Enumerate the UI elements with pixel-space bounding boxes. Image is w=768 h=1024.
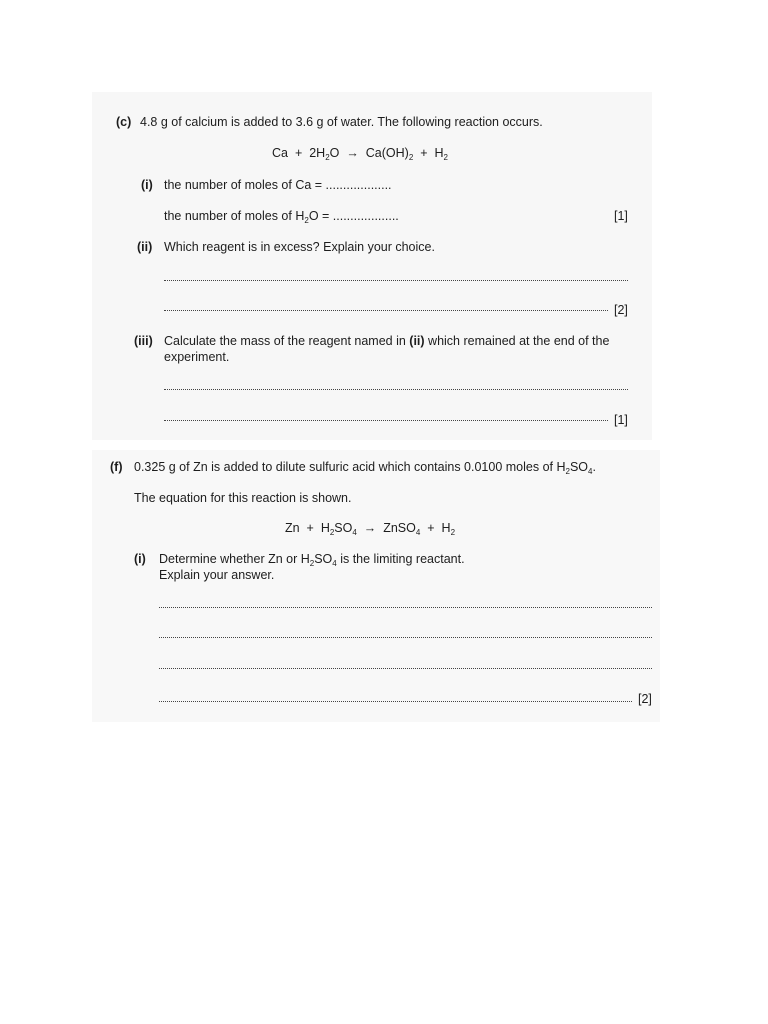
answer-line-f-i-3[interactable] <box>159 664 652 669</box>
part-f-i-question: Determine whether Zn or $H_2SO_4$ is the limiting reactant. <box>159 552 465 568</box>
part-f-i-question-line2: Explain your answer. <box>159 568 275 582</box>
marks-c-iii: [1] <box>614 413 628 427</box>
moles-ca-answer-line[interactable]: the number of moles of Ca = ................... <box>164 178 392 192</box>
part-c-ii-label: (ii) <box>137 240 153 254</box>
part-c-intro: 4.8 g of calcium is added to 3.6 g of water. The following reaction occurs. <box>140 115 543 129</box>
answer-line-f-i-4[interactable] <box>159 697 632 702</box>
answer-line-c-ii-1[interactable] <box>164 276 628 281</box>
moles-water-answer-line[interactable]: the number of moles of $H_2O$ = ................... <box>164 209 399 225</box>
reaction-equation-f: $Zn + H_2SO_4$ → ZnSO$_4$ + $H_2$ <box>285 521 456 537</box>
part-c-iii-question: Calculate the mass of the reagent named in (ii) which remained at the end of the <box>164 334 610 348</box>
part-f-intro: 0.325 g of Zn is added to dilute sulfuric acid which contains 0.0100 moles of $H_2SO_4$. <box>134 460 596 476</box>
answer-line-c-ii-2[interactable] <box>164 306 608 311</box>
marks-c-i: [1] <box>614 209 628 223</box>
answer-line-f-i-1[interactable] <box>159 603 652 608</box>
part-c-ii-question: Which reagent is in excess? Explain your choice. <box>164 240 435 254</box>
part-c-iii-question-line2: experiment. <box>164 350 230 364</box>
equation-caption: The equation for this reaction is shown. <box>134 491 352 505</box>
part-c-iii-label: (iii) <box>134 334 153 348</box>
part-f-i-label: (i) <box>134 552 146 566</box>
answer-line-c-iii-1[interactable] <box>164 385 628 390</box>
part-f-label: (f) <box>110 460 123 474</box>
part-c-label: (c) <box>116 115 132 129</box>
reaction-equation-c: $Ca + 2H_2O \to Ca(OH)_2 + H_2$ <box>272 146 448 162</box>
part-c-i-label: (i) <box>141 178 153 192</box>
answer-line-c-iii-2[interactable] <box>164 416 608 421</box>
answer-line-f-i-2[interactable] <box>159 633 652 638</box>
marks-f-i: [2] <box>638 692 652 706</box>
marks-c-ii: [2] <box>614 303 628 317</box>
